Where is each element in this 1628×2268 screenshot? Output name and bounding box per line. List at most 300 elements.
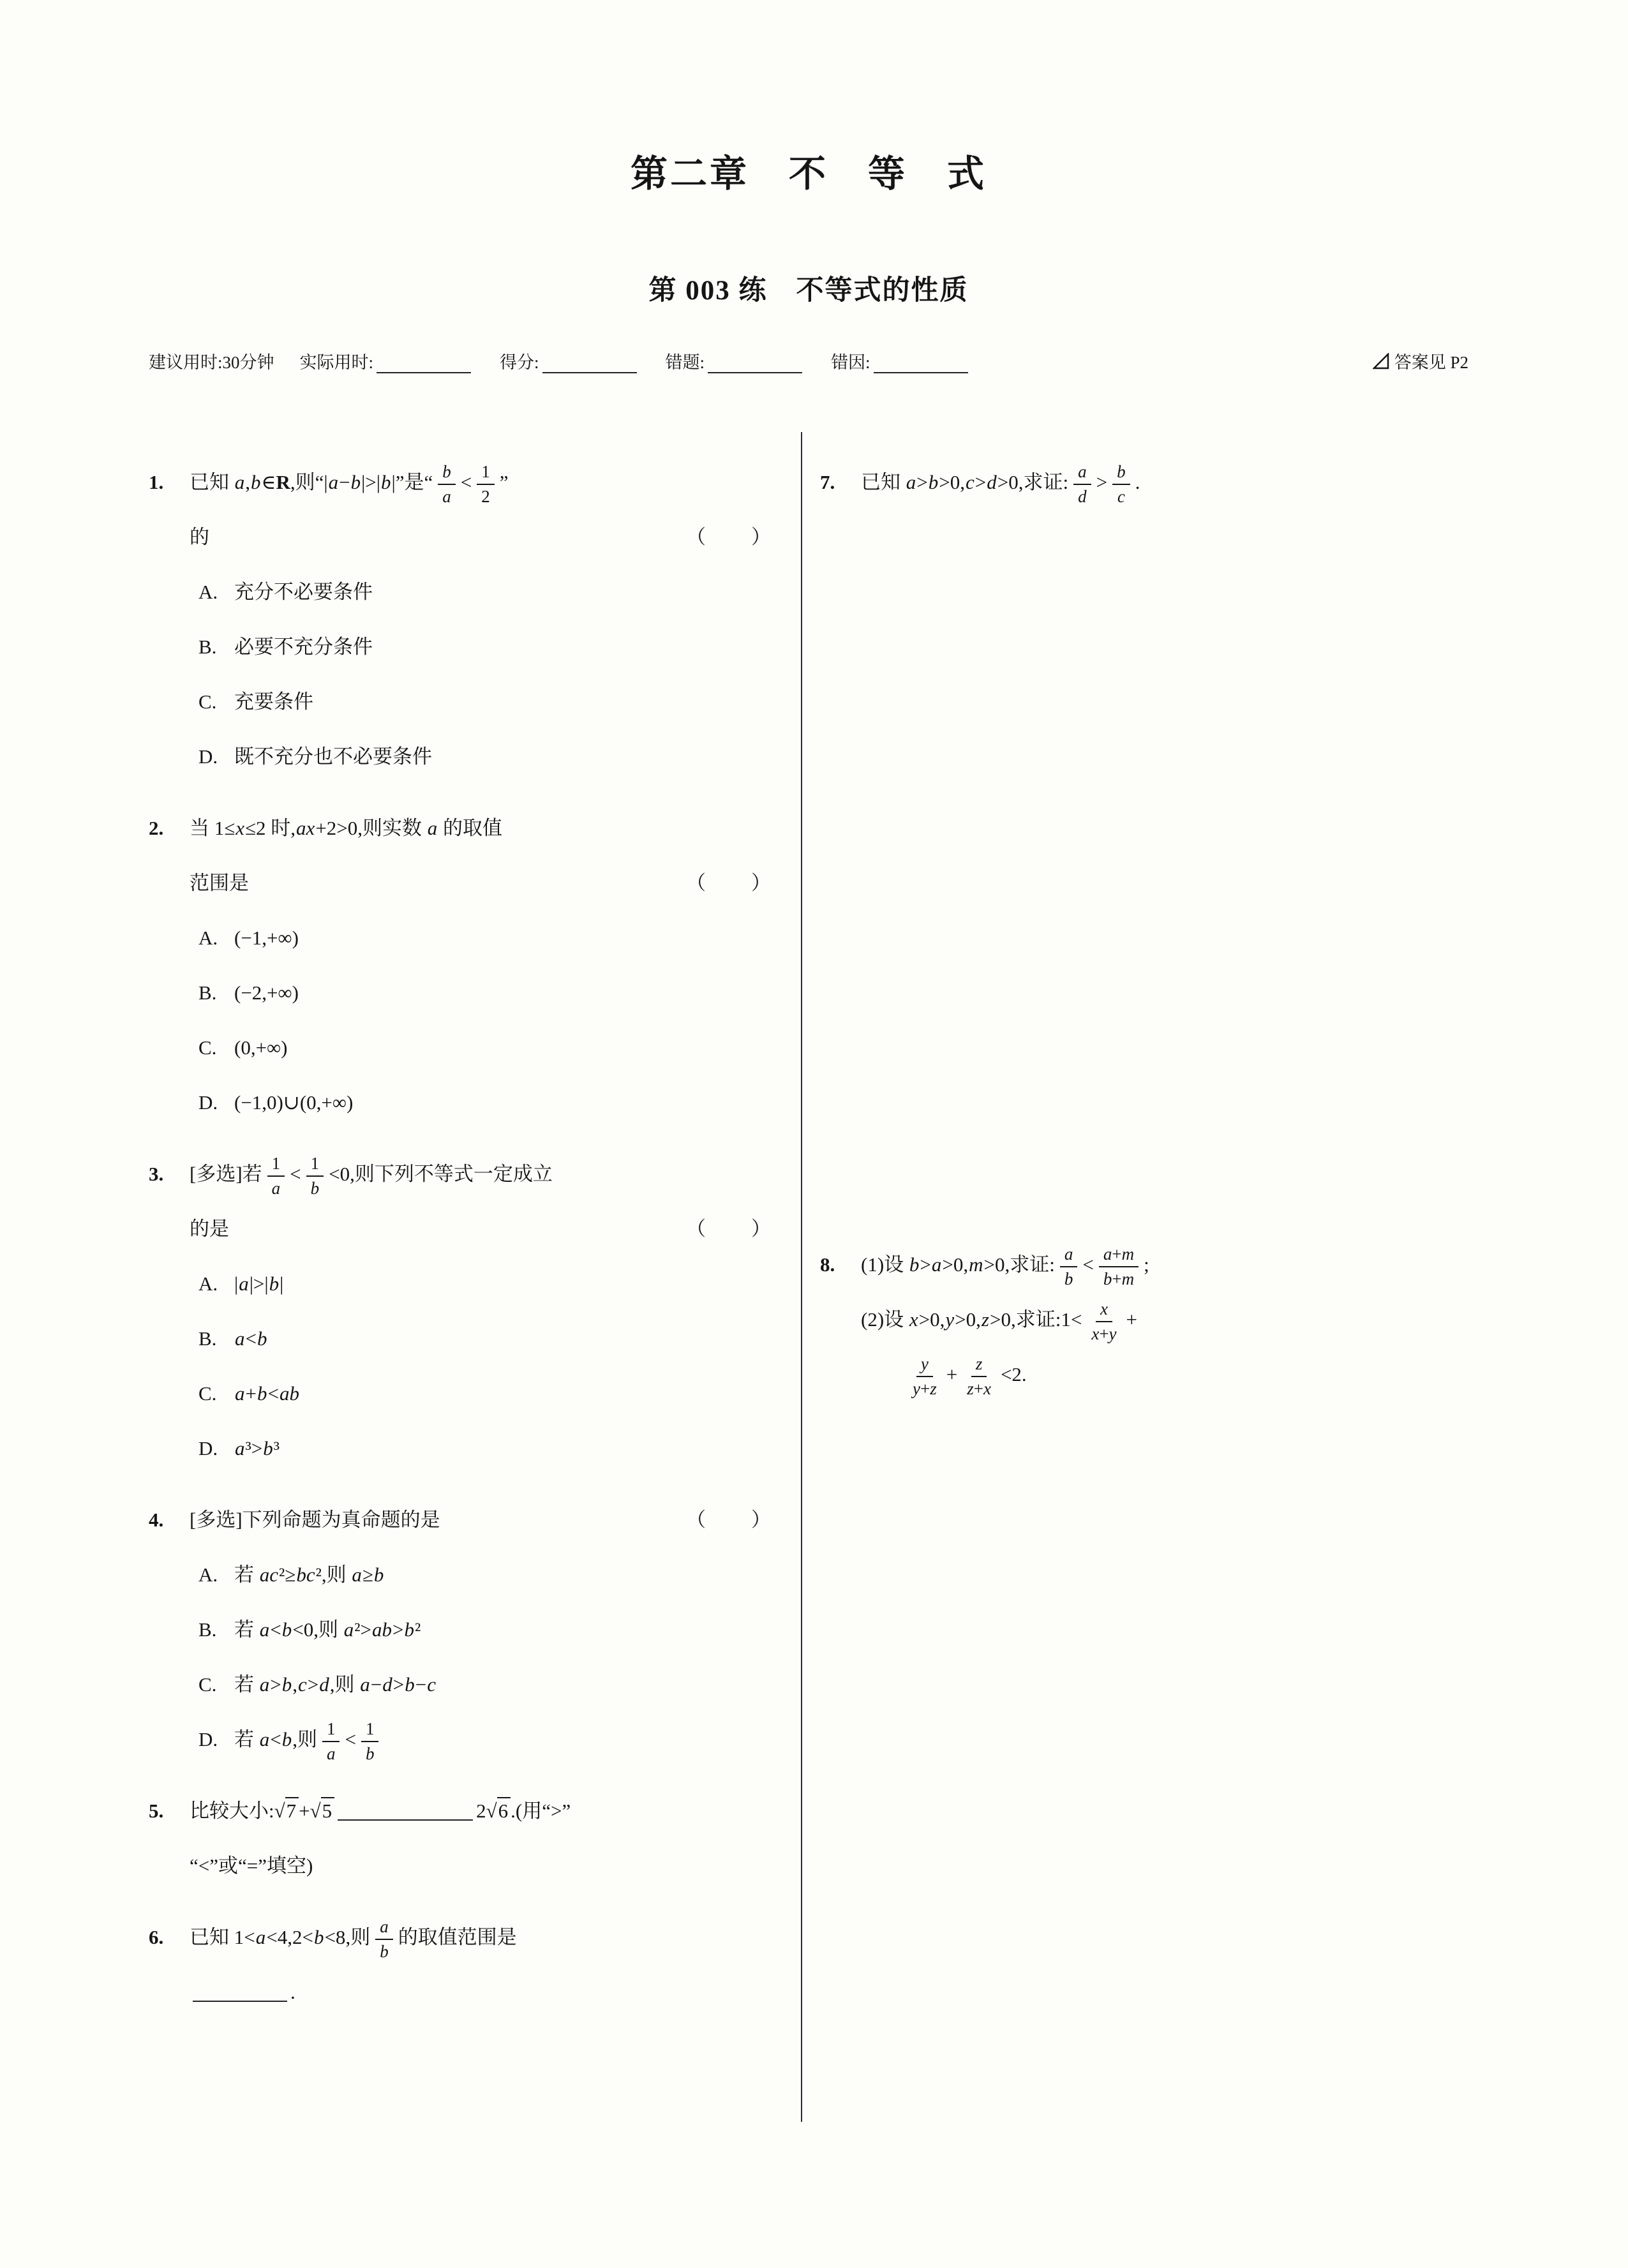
i-element: a	[427, 817, 438, 839]
option-C	[149, 1657, 773, 1712]
math-bold-run: R	[276, 471, 290, 493]
span-element: +	[245, 1382, 257, 1405]
paper-header	[149, 348, 1468, 373]
span-element: −	[415, 1673, 427, 1696]
fraction-numerator	[1060, 1244, 1078, 1267]
fraction	[1087, 1299, 1121, 1344]
fraction-denominator	[477, 485, 495, 507]
span-element: +	[1099, 1324, 1109, 1343]
i-element: y	[913, 1378, 920, 1398]
math-run	[329, 1163, 350, 1185]
statement-text	[190, 1800, 571, 1822]
fraction-numerator	[306, 1154, 324, 1177]
square-root	[486, 1797, 511, 1822]
span-element: +	[973, 1378, 983, 1398]
span-element: >0,	[942, 1253, 969, 1276]
i-element: d	[382, 1673, 392, 1696]
i-element: a	[1064, 1244, 1073, 1264]
math-run	[359, 1673, 437, 1696]
fraction-denominator	[1073, 485, 1091, 507]
i-element: a	[255, 1926, 266, 1948]
span-element: ,	[292, 1673, 297, 1696]
option-text	[234, 1618, 421, 1641]
problem-number: 6.	[149, 1926, 164, 1948]
math-run	[909, 1308, 1011, 1331]
i-element: x	[1100, 1299, 1108, 1318]
span-element: (−2,+∞)	[234, 981, 299, 1004]
math-run	[290, 1163, 301, 1185]
text-run: ,则下列不等式一定成立	[350, 1163, 553, 1185]
i-element: d	[1078, 486, 1087, 506]
i-element: a	[235, 1382, 245, 1405]
wrong-reason-label: 错因:	[831, 353, 870, 372]
option-A	[149, 911, 773, 966]
i-element: x	[235, 817, 245, 839]
option-label: A.	[198, 1563, 218, 1586]
fraction-numerator	[1112, 462, 1130, 485]
i-element: d	[319, 1673, 329, 1696]
actual-time-blank	[377, 353, 471, 373]
math-run	[427, 817, 438, 839]
option-label: D.	[198, 1091, 218, 1114]
option-B	[149, 966, 773, 1020]
column-divider	[801, 432, 802, 2122]
i-element: z	[967, 1378, 974, 1398]
text-run: ,求证:1<	[1010, 1308, 1082, 1331]
fraction-numerator	[477, 462, 495, 485]
span-element: ²≥	[279, 1563, 296, 1586]
option-text	[234, 1036, 287, 1059]
statement-text	[190, 510, 209, 565]
span-element: |>|	[361, 471, 380, 493]
span-element: +	[1126, 1308, 1138, 1331]
option-D	[149, 1421, 773, 1476]
problem-statement-line	[149, 510, 773, 565]
span-element: 1<	[234, 1926, 255, 1948]
i-element: b	[380, 471, 391, 493]
i-element: a	[360, 1673, 370, 1696]
option-text	[234, 1719, 384, 1763]
math-run	[299, 1800, 310, 1822]
text-run: 既不充分也不必要条件	[234, 745, 432, 768]
fraction-numerator	[1096, 1299, 1112, 1322]
options-list	[149, 1257, 773, 1476]
option-label: A.	[198, 581, 218, 603]
text-run: 若	[234, 1618, 259, 1641]
span-element: +	[1112, 1244, 1122, 1264]
i-element: b	[257, 1382, 267, 1405]
span-element: >0	[989, 1308, 1011, 1331]
radicand: 6	[497, 1797, 511, 1822]
text-run: “<”或“=”填空)	[190, 1854, 313, 1877]
span-element: <	[345, 1728, 356, 1750]
i-element: c	[965, 471, 975, 493]
i-element: b	[1103, 1269, 1112, 1288]
span-element: 1	[365, 1719, 375, 1738]
span-element: 2	[481, 486, 490, 506]
span-element: |>|	[249, 1272, 269, 1295]
problem-number: 1.	[149, 471, 164, 493]
suggested-time-label	[149, 348, 274, 373]
i-element: b	[1064, 1269, 1073, 1288]
option-text	[234, 1673, 437, 1696]
text-run: ”是“	[395, 471, 433, 493]
statement-text	[190, 1153, 553, 1198]
problem-number: 2.	[149, 817, 164, 839]
span-element: <	[270, 1618, 281, 1641]
span-element: ²>	[354, 1618, 371, 1641]
i-element: ab	[279, 1382, 299, 1405]
statement-text	[190, 856, 249, 911]
chapter-title: 第二章 不 等 式	[630, 153, 987, 195]
option-text	[234, 690, 313, 713]
fraction-numerator	[438, 462, 456, 485]
radicand: 7	[285, 1797, 299, 1822]
statement-text	[190, 1509, 440, 1531]
option-text	[234, 1272, 283, 1295]
i-element: b	[251, 471, 261, 493]
option-text	[234, 1382, 300, 1405]
text-run: ,则	[292, 1728, 317, 1750]
span-element: <	[290, 1163, 301, 1185]
span-element: <0	[329, 1163, 350, 1185]
radical-icon: √	[274, 1800, 285, 1822]
path-element	[1374, 354, 1388, 368]
actual-time-field	[300, 348, 475, 373]
i-element: b	[442, 461, 451, 481]
i-element: a	[234, 471, 245, 493]
fraction	[1060, 1244, 1078, 1289]
option-D	[149, 1075, 773, 1130]
right-column	[820, 455, 1468, 2122]
text-run: ,则	[321, 1563, 352, 1586]
fraction-denominator	[1060, 1267, 1078, 1289]
statement-text	[190, 1854, 313, 1877]
text-run: ∈	[261, 471, 276, 493]
i-element: c	[427, 1673, 436, 1696]
problem-number: 5.	[149, 1800, 164, 1822]
span-element: <0	[292, 1618, 314, 1641]
span-element: (0,+∞)	[234, 1036, 288, 1059]
fraction-numerator	[916, 1354, 933, 1377]
statement-text	[861, 1299, 1138, 1343]
fraction-denominator	[267, 1177, 285, 1198]
i-element: b	[909, 1253, 920, 1276]
i-element: b	[365, 1743, 375, 1763]
option-text	[234, 1091, 353, 1114]
wrong-questions-blank	[708, 353, 802, 373]
text-run: 比较大小:	[190, 1800, 274, 1822]
text-run: 的是	[190, 1218, 229, 1240]
text-run: 必要不充分条件	[234, 636, 373, 658]
option-label: B.	[198, 981, 217, 1004]
problem-number: 4.	[149, 1509, 164, 1531]
text-run: ;	[1144, 1253, 1149, 1276]
math-run	[234, 927, 299, 949]
text-run: .	[290, 1981, 295, 2003]
i-element: b	[1117, 461, 1126, 481]
answer-blank	[193, 1981, 287, 2002]
problem-statement-line	[820, 455, 1468, 510]
fraction-denominator	[361, 1742, 379, 1764]
text-run: 充分不必要条件	[234, 581, 373, 603]
section-title: 第 003 练 不等式的性质	[648, 276, 969, 306]
math-run	[345, 1728, 355, 1750]
fraction-denominator	[1099, 1267, 1139, 1289]
option-label: B.	[198, 1618, 217, 1641]
problem-5	[149, 1784, 773, 1893]
i-element: a	[259, 1673, 270, 1696]
option-label: D.	[198, 745, 218, 768]
option-label: B.	[198, 1327, 217, 1350]
radical-icon: √	[310, 1800, 321, 1822]
fraction	[361, 1719, 379, 1764]
problem-statement-line	[149, 1839, 773, 1893]
text-run: (1)设	[861, 1253, 909, 1276]
span-element: >	[392, 1673, 405, 1696]
text-run: ,则	[329, 1673, 360, 1696]
span-element: >	[392, 1618, 404, 1641]
i-element: b	[928, 471, 939, 493]
fraction	[1112, 462, 1130, 507]
text-run: ,则	[345, 1926, 371, 1948]
option-B	[149, 1602, 773, 1657]
option-A	[149, 1257, 773, 1311]
span-element: >	[270, 1673, 281, 1696]
math-run	[214, 817, 266, 839]
option-D	[149, 1712, 773, 1767]
i-element: a	[352, 1563, 362, 1586]
fraction-numerator	[1099, 1244, 1139, 1267]
math-run	[234, 1272, 283, 1295]
fraction-denominator	[1087, 1322, 1121, 1344]
option-label: D.	[198, 1437, 218, 1459]
span-element: <	[245, 1327, 257, 1350]
svg-element	[1373, 353, 1389, 369]
fraction-denominator	[322, 1742, 340, 1764]
math-run	[259, 1618, 313, 1641]
problem-statement-line	[820, 1237, 1468, 1292]
span-element: <	[267, 1382, 279, 1405]
i-element: d	[987, 471, 997, 493]
option-C	[149, 1020, 773, 1075]
fraction	[962, 1354, 996, 1399]
text-run: 的取值	[438, 817, 503, 839]
i-element: y	[1109, 1324, 1117, 1343]
wrong-reason-field	[831, 348, 971, 373]
option-text	[234, 581, 373, 603]
math-run	[234, 471, 262, 493]
i-element: b	[257, 1327, 267, 1350]
problem-statement-line	[149, 1202, 773, 1257]
fraction-denominator	[375, 1940, 393, 1962]
option-C	[149, 1366, 773, 1421]
i-element: a	[343, 1618, 354, 1641]
wrong-reason-blank	[874, 353, 968, 373]
span-element: ³>	[245, 1437, 263, 1459]
score-field	[500, 348, 640, 373]
span-element: <8	[324, 1926, 346, 1948]
option-C	[149, 675, 773, 729]
math-run	[946, 1363, 957, 1385]
span-element: >	[916, 471, 928, 493]
problem-statement-line	[149, 856, 773, 911]
left-column	[149, 455, 773, 2122]
math-run	[234, 1437, 280, 1459]
option-A	[149, 1548, 773, 1602]
span-element: ²	[414, 1618, 421, 1641]
i-element: a	[239, 1272, 249, 1295]
i-element: a	[328, 471, 339, 493]
math-run	[234, 1926, 346, 1948]
span-element: >0	[983, 1253, 1005, 1276]
math-run	[234, 1382, 300, 1405]
problem-number: 8.	[820, 1253, 835, 1276]
i-element: a	[906, 471, 916, 493]
problem-statement-line	[820, 1292, 1468, 1347]
span-element: 1	[271, 1153, 281, 1173]
span-element: <	[270, 1728, 281, 1750]
text-run: ,则	[313, 1618, 343, 1641]
option-label: C.	[198, 690, 217, 713]
statement-text	[903, 1354, 1027, 1398]
problem-statement-line	[149, 1784, 773, 1839]
math-run	[461, 471, 472, 493]
fraction-numerator	[1073, 462, 1091, 485]
i-element: z	[930, 1378, 937, 1398]
fraction	[1099, 1244, 1139, 1289]
actual-time-label: 实际用时:	[299, 353, 374, 372]
fraction	[1073, 462, 1091, 507]
answer-reference-text: 答案见 P2	[1394, 353, 1468, 372]
span-element: >0,	[955, 1308, 981, 1331]
span-element: |	[280, 1272, 284, 1295]
answer-triangle-icon	[1373, 353, 1389, 369]
text-run: .	[1135, 471, 1140, 493]
text-run: 当	[190, 817, 214, 839]
math-run	[351, 1563, 384, 1586]
math-run	[234, 1091, 353, 1114]
fraction	[322, 1719, 340, 1764]
wrong-questions-field	[666, 348, 806, 373]
text-run: (2)设	[861, 1308, 909, 1331]
i-element: a	[259, 1728, 270, 1750]
text-run: 充要条件	[234, 690, 313, 713]
i-element: c	[297, 1673, 307, 1696]
i-element: a	[326, 1743, 336, 1763]
option-B	[149, 1311, 773, 1366]
math-run	[343, 1618, 421, 1641]
span-element: >0	[997, 471, 1019, 493]
math-run	[1126, 1308, 1137, 1331]
option-label: A.	[198, 1272, 218, 1295]
fraction-numerator	[322, 1719, 340, 1742]
span-element: <2.	[1000, 1363, 1027, 1385]
span-element: <	[1082, 1253, 1094, 1276]
span-element: >0,	[918, 1308, 945, 1331]
problem-8	[820, 1237, 1468, 1402]
wrong-questions-label: 错题:	[665, 353, 705, 372]
two-column-layout	[149, 455, 1468, 2122]
i-element: b	[281, 1728, 292, 1750]
span-element: +	[299, 1800, 310, 1822]
i-element: b	[404, 1618, 414, 1641]
i-element: a	[442, 486, 451, 506]
text-run: ,求证:	[1018, 471, 1069, 493]
text-run: 时,	[265, 817, 296, 839]
i-element: b	[380, 1941, 389, 1961]
option-label: C.	[198, 1036, 217, 1059]
fraction-numerator	[361, 1719, 379, 1742]
math-run	[1082, 1253, 1093, 1276]
math-run	[234, 1327, 267, 1350]
fraction-denominator	[1113, 485, 1130, 507]
math-run	[906, 471, 1019, 493]
option-text	[234, 745, 432, 768]
i-element: z	[981, 1308, 989, 1331]
answer-bracket: （ ）	[686, 1509, 773, 1531]
problem-statement-line	[149, 455, 773, 510]
i-element: ab	[372, 1618, 392, 1641]
i-element: a	[259, 1618, 270, 1641]
i-element: a	[235, 1327, 245, 1350]
span-element: >0,	[939, 471, 965, 493]
option-label: A.	[198, 927, 218, 949]
problem-4	[149, 1493, 773, 1767]
option-text	[234, 636, 373, 658]
i-element: b	[313, 1926, 324, 1948]
math-run	[324, 471, 395, 493]
i-element: x	[1091, 1324, 1100, 1343]
span-element: ≤2	[245, 817, 266, 839]
fraction-numerator	[267, 1154, 285, 1177]
statement-lead	[149, 1493, 440, 1548]
span-element: (−1,+∞)	[234, 927, 299, 949]
text-run: 的取值范围是	[398, 1926, 517, 1948]
score-label: 得分:	[500, 353, 539, 372]
problem-2	[149, 801, 773, 1130]
fraction-denominator	[438, 485, 456, 507]
span-element: >	[307, 1673, 319, 1696]
problem-1	[149, 455, 773, 784]
math-run	[295, 817, 357, 839]
options-list	[149, 911, 773, 1130]
span-element: |	[391, 471, 396, 493]
i-element: bc	[296, 1563, 315, 1586]
fraction-numerator	[375, 1917, 393, 1940]
problem-3	[149, 1147, 773, 1476]
options-list	[149, 1548, 773, 1767]
math-run	[476, 1800, 486, 1822]
option-text	[234, 1327, 267, 1350]
i-element: a	[1103, 1244, 1112, 1264]
suggested-time-text: 建议用时:30分钟	[149, 353, 274, 372]
text-run: ,则“	[290, 471, 324, 493]
span-element: +2>0	[315, 817, 358, 839]
i-element: c	[1117, 486, 1125, 506]
option-D	[149, 729, 773, 784]
span-element: −	[339, 471, 350, 493]
statement-text	[861, 1244, 1149, 1288]
i-element: z	[975, 1354, 983, 1373]
span-element: 1≤	[214, 817, 235, 839]
span-element: (−1,0)∪(0,+∞)	[234, 1091, 354, 1114]
math-run	[1001, 1363, 1027, 1385]
math-run	[909, 1253, 1005, 1276]
option-label: C.	[198, 1673, 217, 1696]
option-A	[149, 565, 773, 620]
math-run	[1096, 471, 1107, 493]
